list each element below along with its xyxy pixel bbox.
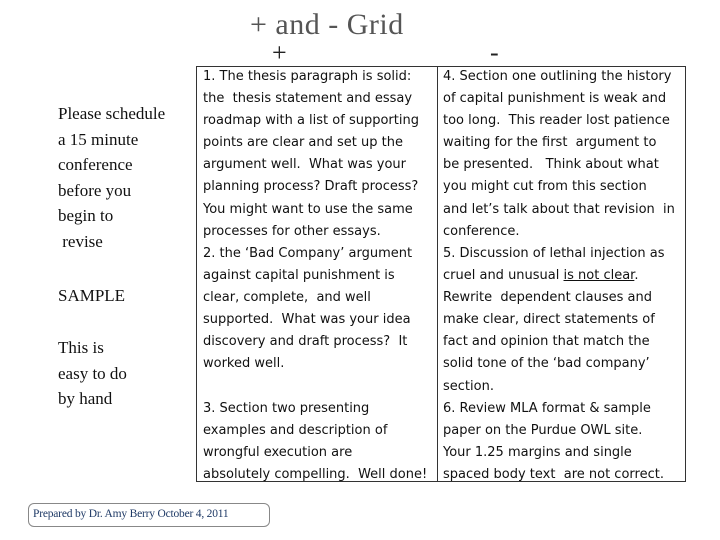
minus-item-4-line: and let’s talk about that revision in — [443, 201, 675, 217]
plus-item-1 — [203, 66, 419, 243]
minus-item-5-line — [443, 265, 665, 287]
sample-label: SAMPLE — [58, 286, 126, 305]
plus-item-1-line: the thesis statement and essay — [203, 91, 413, 107]
minus-item-4 — [443, 66, 675, 243]
plus-item-3-line: wrongful execution are — [203, 445, 353, 461]
page-title: + and - Grid — [250, 8, 404, 41]
plus-item-1-line: points are clear and set up the — [203, 135, 403, 151]
instruction-line: before you — [58, 180, 132, 200]
plus-item-3 — [203, 398, 427, 486]
plus-item-3-line: examples and description of — [203, 423, 388, 439]
minus-item-6 — [443, 398, 664, 486]
plus-item-2-line: against capital punishment is — [203, 268, 395, 284]
conference-instructions — [58, 101, 198, 254]
footer-bar — [28, 503, 270, 527]
minus-column-heading: - — [490, 38, 499, 67]
item-5-emphasis: is not clear — [563, 268, 635, 284]
minus-item-4-line: conference. — [443, 223, 520, 239]
minus-item-4-line: waiting for the first argument to — [443, 135, 657, 151]
note-line: by hand — [58, 389, 113, 408]
plus-item-2-line: worked well. — [203, 356, 285, 372]
note-line: This is — [58, 338, 104, 357]
minus-item-5-line: section. — [443, 378, 494, 394]
item-5-text: . — [634, 268, 639, 284]
plus-item-1-line: You might want to use the same — [203, 201, 413, 217]
instruction-line: a 15 minute — [58, 129, 139, 149]
plus-item-3-line: absolutely compelling. Well done! — [203, 467, 428, 483]
minus-item-5-line: solid tone of the ‘bad company’ — [443, 356, 650, 372]
instruction-line: conference — [58, 155, 133, 174]
plus-column-heading: + — [272, 38, 287, 67]
instruction-line: begin to — [58, 206, 114, 225]
column-divider — [437, 67, 438, 481]
plus-item-2-line: discovery and draft process? It — [203, 334, 408, 350]
plus-item-2-line: clear, complete, and well — [203, 290, 371, 306]
plus-item-2-line: 2. the ‘Bad Company’ argument — [203, 246, 413, 261]
sidebar-note — [58, 335, 198, 412]
plus-item-1-line: argument well. What was your — [203, 157, 406, 173]
minus-item-4-line: 4. Section one outlining the history — [443, 69, 672, 84]
plus-item-1-line: roadmap with a list of supporting — [203, 113, 419, 129]
plus-item-3-line: 3. Section two presenting — [203, 401, 370, 416]
plus-item-1-line: planning process? Draft process? — [203, 179, 419, 195]
minus-item-5-line: Rewrite dependent clauses and — [443, 290, 652, 306]
minus-item-5-line: 5. Discussion of lethal injection as — [443, 246, 665, 261]
minus-item-6-line: paper on the Purdue OWL site. — [443, 423, 643, 439]
note-line: easy to do — [58, 363, 127, 383]
minus-item-5-line: make clear, direct statements of — [443, 312, 655, 328]
minus-item-4-line: too long. This reader lost patience — [443, 113, 670, 129]
minus-item-6-line: Your 1.25 margins and single — [443, 445, 632, 461]
plus-item-2-line: supported. What was your idea — [203, 312, 411, 328]
minus-item-4-line: be presented. Think about what — [443, 157, 659, 173]
instruction-line: Please schedule — [58, 104, 166, 123]
minus-item-4-line: you might cut from this section — [443, 179, 647, 195]
item-5-text: cruel and unusual — [443, 268, 564, 284]
minus-item-6-line: spaced body text are not correct. — [443, 467, 664, 483]
minus-item-6-line: 6. Review MLA format & sample — [443, 401, 651, 416]
minus-item-5-line: fact and opinion that match the — [443, 334, 650, 350]
plus-item-2 — [203, 243, 412, 376]
plus-item-1-line: 1. The thesis paragraph is solid: — [203, 69, 412, 84]
plus-item-1-line: processes for other essays. — [203, 223, 381, 239]
instruction-line: revise — [58, 231, 103, 251]
minus-item-5 — [443, 243, 665, 398]
minus-item-4-line: of capital punishment is weak and — [443, 91, 667, 107]
footer-credit: Prepared by Dr. Amy Berry October 4, 2011 — [33, 508, 229, 520]
